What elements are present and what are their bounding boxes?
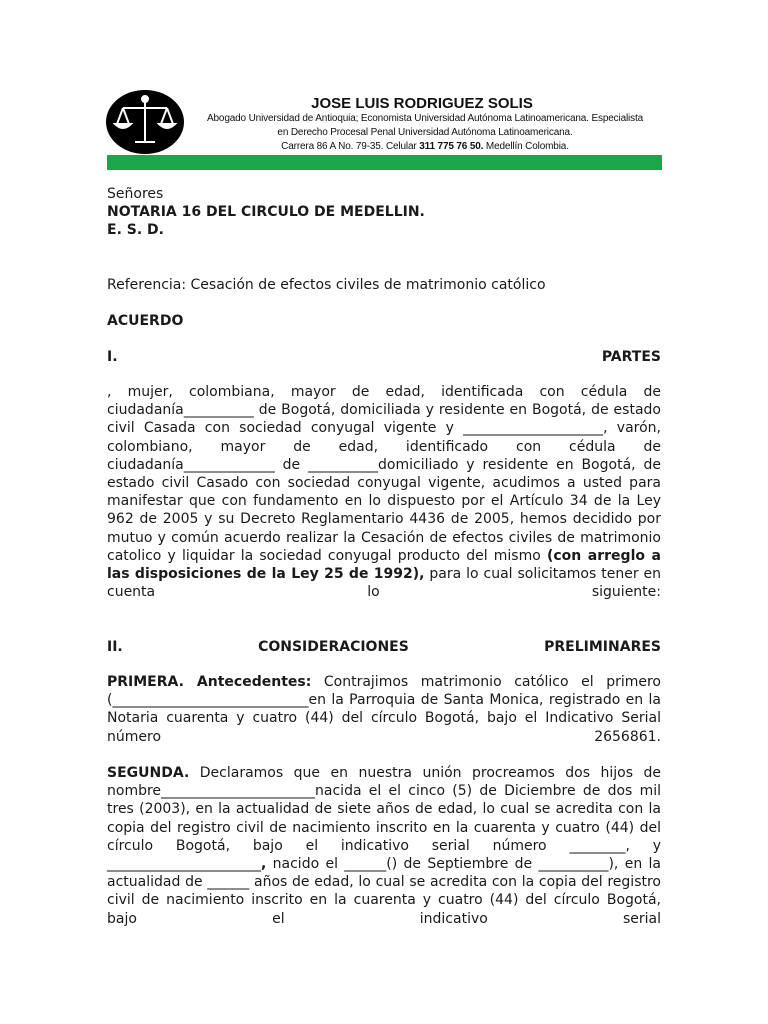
second-clause-text-end: nacido el ______() de Septiembre de __________), en la actualidad de ______ años de edad, lo cual se acredita con la copia del registro civil de nacimiento inscrito en la cuarenta y cuatro (44) del círculo Bogotá, bajo el indicativo serial <box>107 856 661 927</box>
section-heading-considerations <box>107 638 661 656</box>
letterhead-address: Carrera 86 A No. 79-35. Celular <box>281 141 420 152</box>
scales-of-justice-icon <box>105 88 185 156</box>
section-title: PARTES <box>601 349 661 365</box>
second-clause-paragraph <box>107 764 661 928</box>
section-title-2: PRELIMINARES <box>544 639 661 655</box>
parties-text-end: para lo cual solicitamos tener en cuenta lo siguiente: <box>107 566 661 601</box>
letterhead-credentials-1: Abogado Universidad de Antioquia; Economista Universidad Autónoma Latinoamericana. Especialista <box>206 113 644 124</box>
letterhead-name: JOSE LUIS RODRIGUEZ SOLIS <box>311 95 533 112</box>
section-number: II. <box>107 639 123 655</box>
salutation <box>107 185 661 240</box>
letterhead-divider <box>107 155 662 170</box>
section-title: CONSIDERACIONES <box>258 639 409 655</box>
section-number: I. <box>107 349 118 365</box>
letterhead-city: Medellín Colombia. <box>483 141 569 152</box>
first-clause-paragraph <box>107 673 661 746</box>
section-heading-parties <box>107 348 661 366</box>
recipient-esd: E. S. D. <box>107 222 164 239</box>
recipient-name: NOTARIA 16 DEL CIRCULO DE MEDELLIN. <box>107 204 425 221</box>
reference-line: Referencia: Cesación de efectos civiles de matrimonio católico <box>107 277 546 293</box>
salutation-line: Señores <box>107 186 164 202</box>
parties-paragraph <box>107 383 661 601</box>
first-clause-text: Contrajimos matrimonio católico el primero (____________________________en la Parroquia de Santa Monica, registrado en la Notaria cuarenta y cuatro (44) del círculo Bogotá, bajo el Indicativo Serial número 2656861. <box>107 674 661 745</box>
parties-text: , mujer, colombiana, mayor de edad, identificada con cédula de ciudadanía__________ de Bogotá, domiciliada y residente en Bogotá, de estado civil Casada con sociedad conyugal vigente y ____________________, varón, colombiano, mayor de edad, identificado con cédula de ciudadanía_____________ de __________domiciliado y residente en Bogotá, de estado civil Casado con sociedad conyugal vigente, acudimos a usted para manifestar que con fundamento en lo dispuesto por el Artículo 34 de la Ley 962 de 2005 y su Decreto Reglamentario 4436 de 2005, hemos decidido por mutuo y común acuerdo realizar la Cesación de efectos civiles de matrimonio catolico y liquidar la sociedad conyugal producto del mismo <box>107 384 661 564</box>
first-clause-label: PRIMERA. Antecedentes: <box>107 674 312 690</box>
agreement-title: ACUERDO <box>107 313 184 329</box>
letterhead-contact <box>190 141 660 152</box>
letterhead-credentials-2: en Derecho Procesal Penal Universidad Autónoma Latinoamericana. <box>277 127 573 138</box>
parties-law-reference: (con arreglo a las disposiciones de la Ley 25 de 1992), <box>107 547 662 583</box>
second-clause-comma: , <box>261 856 267 873</box>
second-clause-label: SEGUNDA. <box>107 765 190 781</box>
letterhead-phone: 311 775 76 50. <box>419 141 484 152</box>
second-clause-text: Declaramos que en nuestra unión procreamos dos hijos de nombre______________________nacida el el cinco (5) de Diciembre de dos mil tres (2003), en la actualidad de siete años de edad, lo cual se acredita con la copia del registro civil de nacimiento inscrito en la cuarenta y cuatro (44) del círculo Bogotá, bajo el indicativo serial número ________, y ______________________ <box>107 765 661 873</box>
